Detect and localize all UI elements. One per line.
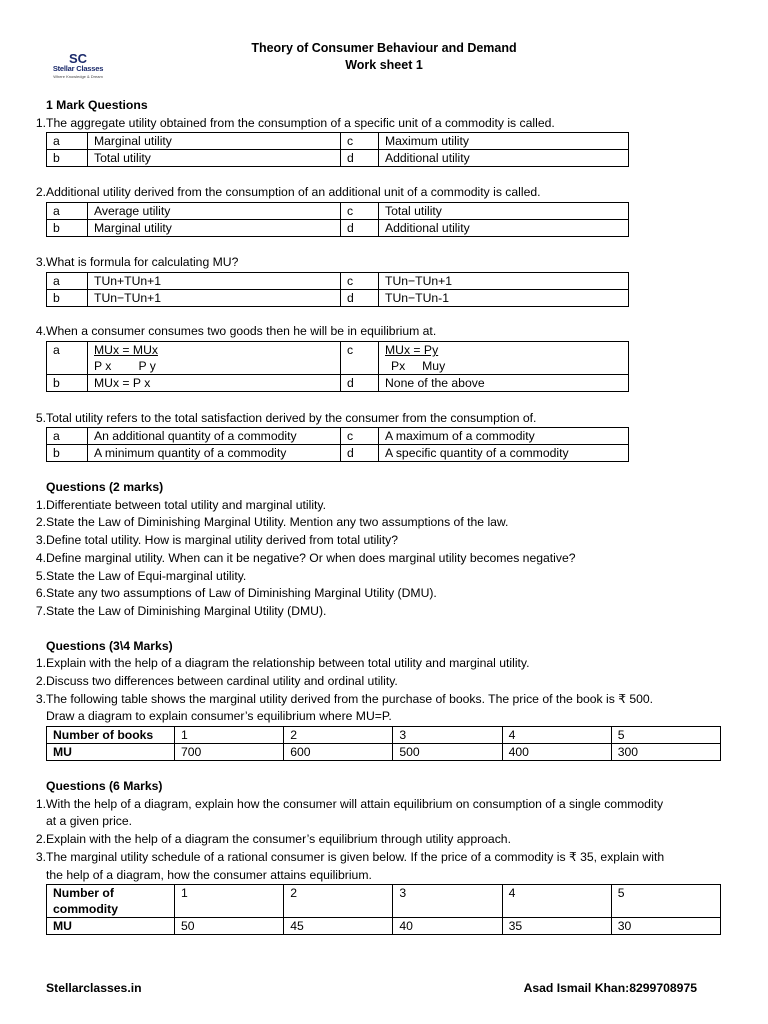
list-item: 1. Explain with the help of a diagram the relationship between total utility and marginal utility. (35, 656, 530, 670)
question-item: 3. What is formula for calculating MU? (35, 255, 239, 269)
options-table: a An additional quantity of a commodity c A maximum of a commodity b A minimum quantity of a commodity d A specific quantity of a commodity (46, 427, 629, 462)
option-b: TUn−TUn+1 (88, 290, 341, 307)
footer-website: Stellarclasses.in (46, 981, 142, 995)
option-a: Marginal utility (88, 133, 341, 150)
option-a: An additional quantity of a commodity (88, 428, 341, 445)
list-item-continuation: at a given price. (46, 814, 133, 828)
options-table: a Average utility c Total utility b Marginal utility d Additional utility (46, 202, 629, 237)
question-item: 4. When a consumer consumes two goods then he will be in equilibrium at. (35, 324, 437, 338)
table-row: Number of books 1 2 3 4 5 (47, 727, 721, 744)
option-b: MUx = P x (88, 375, 341, 392)
option-a: Average utility (88, 203, 341, 220)
option-d: A specific quantity of a commodity (379, 445, 629, 462)
list-item: 1. With the help of a diagram, explain how the consumer will attain equilibrium on consumption of a single commodity (35, 797, 664, 811)
list-item-continuation: Draw a diagram to explain consumer’s equilibrium where MU=P. (46, 709, 392, 723)
section-heading-3-4-marks: Questions (3\4 Marks) (46, 639, 173, 653)
page-subtitle: Work sheet 1 (345, 58, 423, 72)
list-item: 4. Define marginal utility. When can it be negative? Or when does marginal utility becomes negative? (35, 551, 576, 565)
option-c: Maximum utility (379, 133, 629, 150)
list-item-continuation: the help of a diagram, how the consumer attains equilibrium. (46, 868, 372, 882)
option-c: MUx = Py Px Muy (379, 342, 629, 375)
option-c: Total utility (379, 203, 629, 220)
list-item: 3. The following table shows the marginal utility derived from the purchase of books. The price of the book is ₹ 500. (35, 692, 654, 706)
books-mu-table (46, 726, 721, 761)
page-title: Theory of Consumer Behaviour and Demand (251, 41, 517, 55)
logo-tagline: Where Knowledge & Dream (53, 74, 103, 79)
list-item: 3. Define total utility. How is marginal utility derived from total utility? (35, 533, 398, 547)
footer-contact: Asad Ismail Khan:8299708975 (523, 981, 697, 995)
options-table: a MUx = MUx P x P y c MUx = Py Px Muy b MUx = P x d None of the above (46, 341, 629, 392)
section-heading-6-marks: Questions (6 Marks) (46, 779, 163, 793)
list-item: 2. State the Law of Diminishing Marginal Utility. Mention any two assumptions of the law. (35, 515, 509, 529)
table-row: MU 700 600 500 400 300 (47, 744, 721, 761)
table-row: Number of commodity 1 2 3 4 5 (47, 885, 721, 918)
question-item: 1. The aggregate utility obtained from the consumption of a specific unit of a commodity is called. (35, 116, 555, 130)
option-d: None of the above (379, 375, 629, 392)
section-heading-2-marks: Questions (2 marks) (46, 480, 164, 494)
list-item: 2. Discuss two differences between cardinal utility and ordinal utility. (35, 674, 398, 688)
list-item: 2. Explain with the help of a diagram the consumer’s equilibrium through utility approach. (35, 832, 511, 846)
list-item: 5. State the Law of Equi-marginal utility. (35, 569, 247, 583)
list-item: 6. State any two assumptions of Law of Diminishing Marginal Utility (DMU). (35, 586, 437, 600)
option-c: TUn−TUn+1 (379, 273, 629, 290)
table-row: MU 50 45 40 35 30 (47, 918, 721, 935)
question-item: 2. Additional utility derived from the consumption of an additional unit of a commodity is called. (35, 185, 541, 199)
options-table: a Marginal utility c Maximum utility b Total utility d Additional utility (46, 132, 629, 167)
options-table: a TUn+TUn+1 c TUn−TUn+1 b TUn−TUn+1 d TUn−TUn-1 (46, 272, 629, 307)
list-item: 1. Differentiate between total utility and marginal utility. (35, 498, 327, 512)
svg-text:SC: SC (68, 52, 88, 64)
list-item: 3. The marginal utility schedule of a rational consumer is given below. If the price of a commodity is ₹ 35, explain with (35, 850, 665, 864)
option-a: TUn+TUn+1 (88, 273, 341, 290)
option-d: Additional utility (379, 220, 629, 237)
list-item: 7. State the Law of Diminishing Marginal Utility (DMU). (35, 604, 327, 618)
option-a: MUx = MUx P x P y (88, 342, 341, 375)
option-b: Total utility (88, 150, 341, 167)
logo-name: Stellar Classes (52, 64, 104, 73)
option-c: A maximum of a commodity (379, 428, 629, 445)
option-b: A minimum quantity of a commodity (88, 445, 341, 462)
option-b: Marginal utility (88, 220, 341, 237)
question-item: 5. Total utility refers to the total satisfaction derived by the consumer from the consumption of. (35, 411, 537, 425)
section-heading-1-mark: 1 Mark Questions (46, 98, 148, 112)
commodity-mu-table (46, 884, 721, 935)
option-d: Additional utility (379, 150, 629, 167)
option-d: TUn−TUn-1 (379, 290, 629, 307)
